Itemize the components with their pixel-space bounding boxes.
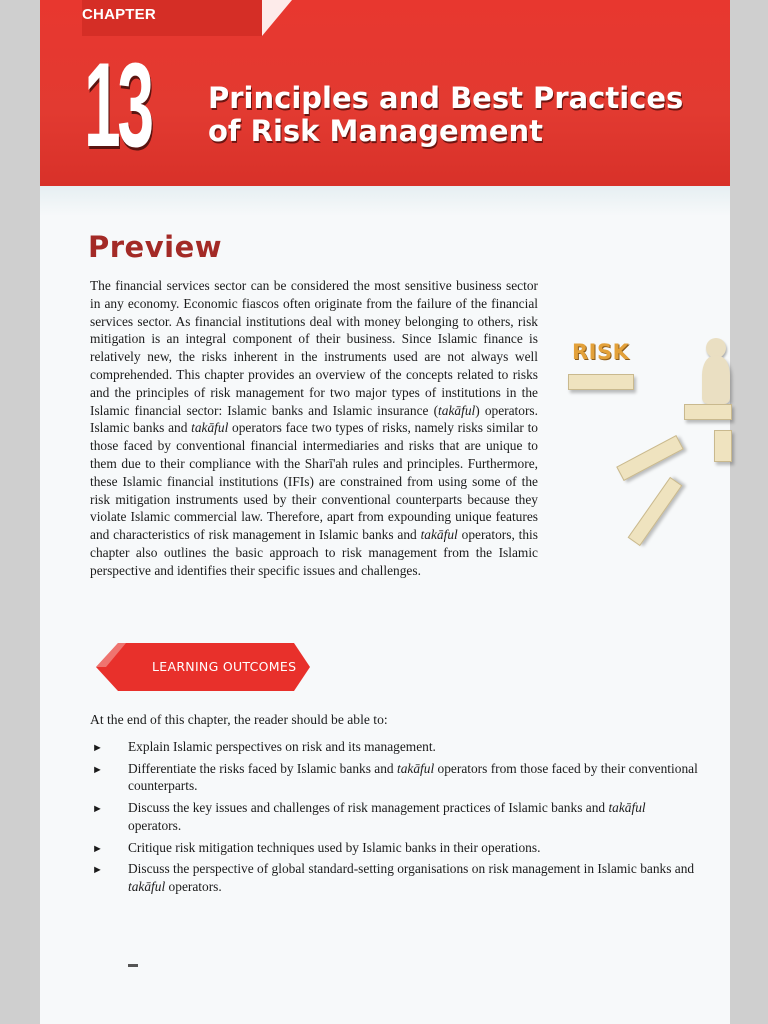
- outcome-italic-term: takāful: [128, 878, 166, 894]
- outcome-text: operators.: [128, 817, 182, 833]
- falling-block: [616, 435, 684, 481]
- chapter-label: CHAPTER: [82, 6, 156, 23]
- outcome-item: [90, 839, 702, 857]
- preview-text: ) operators. Islamic banks and: [90, 402, 538, 436]
- outcome-item: [90, 799, 702, 834]
- preview-text: The financial services sector can be considered the most sensitive business sector in any economy. Economic fiascos often originate from the failure of the financial services sector. As financial institutions deal with money belonging to others, risk mitigation is an integral component of their business. Since Islamic finance is relatively new, the risks inherent in the instruments used are not always well comprehended. This chapter provides an overview of the concepts related to risks and the principles of risk management for two major types of institutions in the Islamic financial sector: Islamic banks and Islamic insurance (: [90, 278, 538, 418]
- chapter-number: 13: [84, 38, 151, 172]
- outcome-italic-term: takāful: [608, 800, 646, 816]
- preview-text: operators face two types of risks, namely risks similar to those faced by conventional financial intermediaries and risks that are unique to them due to their compliance with the Sharī'ah rules and principles. Furthermore, these Islamic financial institutions (IFIs) are constrained from using some of the risk mitigation instruments used by their conventional counterparts because they violate Islamic commercial law. Therefore, apart from expounding unique features and characteristics of risk management in Islamic banks and: [90, 420, 539, 543]
- preview-italic-term: takāful: [420, 527, 458, 543]
- preview-italic-term: takāful: [438, 402, 476, 418]
- preview-text: operators, this chapter also outlines the basic approach to risk management from the Islamic perspective and identifies their specific issues and challenges.: [90, 527, 538, 578]
- bullet-arrow-icon: ►: [92, 803, 103, 816]
- bullet-arrow-icon: ►: [92, 763, 103, 776]
- chapter-title-line-2: of Risk Management: [208, 114, 544, 148]
- chapter-title: [208, 82, 708, 148]
- header-fade-band: [40, 186, 730, 216]
- pawn-body: [702, 356, 730, 404]
- outcome-italic-term: takāful: [396, 760, 435, 776]
- outcome-item: [90, 760, 702, 795]
- pawn-head: [706, 338, 726, 358]
- outcome-text: operators.: [165, 878, 222, 894]
- falling-block: [628, 477, 683, 546]
- bullet-arrow-icon: ►: [92, 742, 103, 754]
- outcome-text: Critique risk mitigation techniques used by Islamic banks in their operations.: [128, 839, 541, 855]
- bullet-arrow-icon: ►: [92, 864, 103, 877]
- outcome-text: Explain Islamic perspectives on risk and its management.: [128, 739, 436, 754]
- learning-outcomes-intro: At the end of this chapter, the reader should be able to:: [90, 712, 388, 727]
- page-footer-mark: [128, 964, 138, 967]
- learning-outcomes-list: [90, 738, 702, 900]
- risk-block-label: RISK: [572, 340, 630, 364]
- learning-outcomes-label: LEARNING OUTCOMES: [152, 659, 297, 674]
- stacked-block: [714, 430, 732, 462]
- outcome-text: Discuss the key issues and challenges of risk management practices of Islamic banks and: [128, 800, 609, 816]
- outcome-item: [90, 738, 702, 756]
- preview-heading: Preview: [88, 230, 223, 264]
- stacked-block: [684, 404, 732, 420]
- outcome-item: [90, 860, 702, 895]
- bullet-arrow-icon: ►: [92, 842, 103, 855]
- tab-notch-decoration: [262, 0, 292, 36]
- risk-blocks-illustration: [556, 282, 730, 562]
- risk-base-block: [568, 374, 634, 390]
- outcome-text: operators from those faced by their conventional counterparts.: [128, 760, 698, 794]
- outcome-text: Discuss the perspective of global standard-setting organisations on risk management in Islamic banks and: [128, 861, 695, 877]
- preview-paragraph: [90, 277, 538, 580]
- chapter-title-line-1: Principles and Best Practices: [208, 81, 684, 115]
- preview-italic-term: takāful: [191, 420, 229, 436]
- outcome-text: Differentiate the risks faced by Islamic banks and: [128, 760, 397, 776]
